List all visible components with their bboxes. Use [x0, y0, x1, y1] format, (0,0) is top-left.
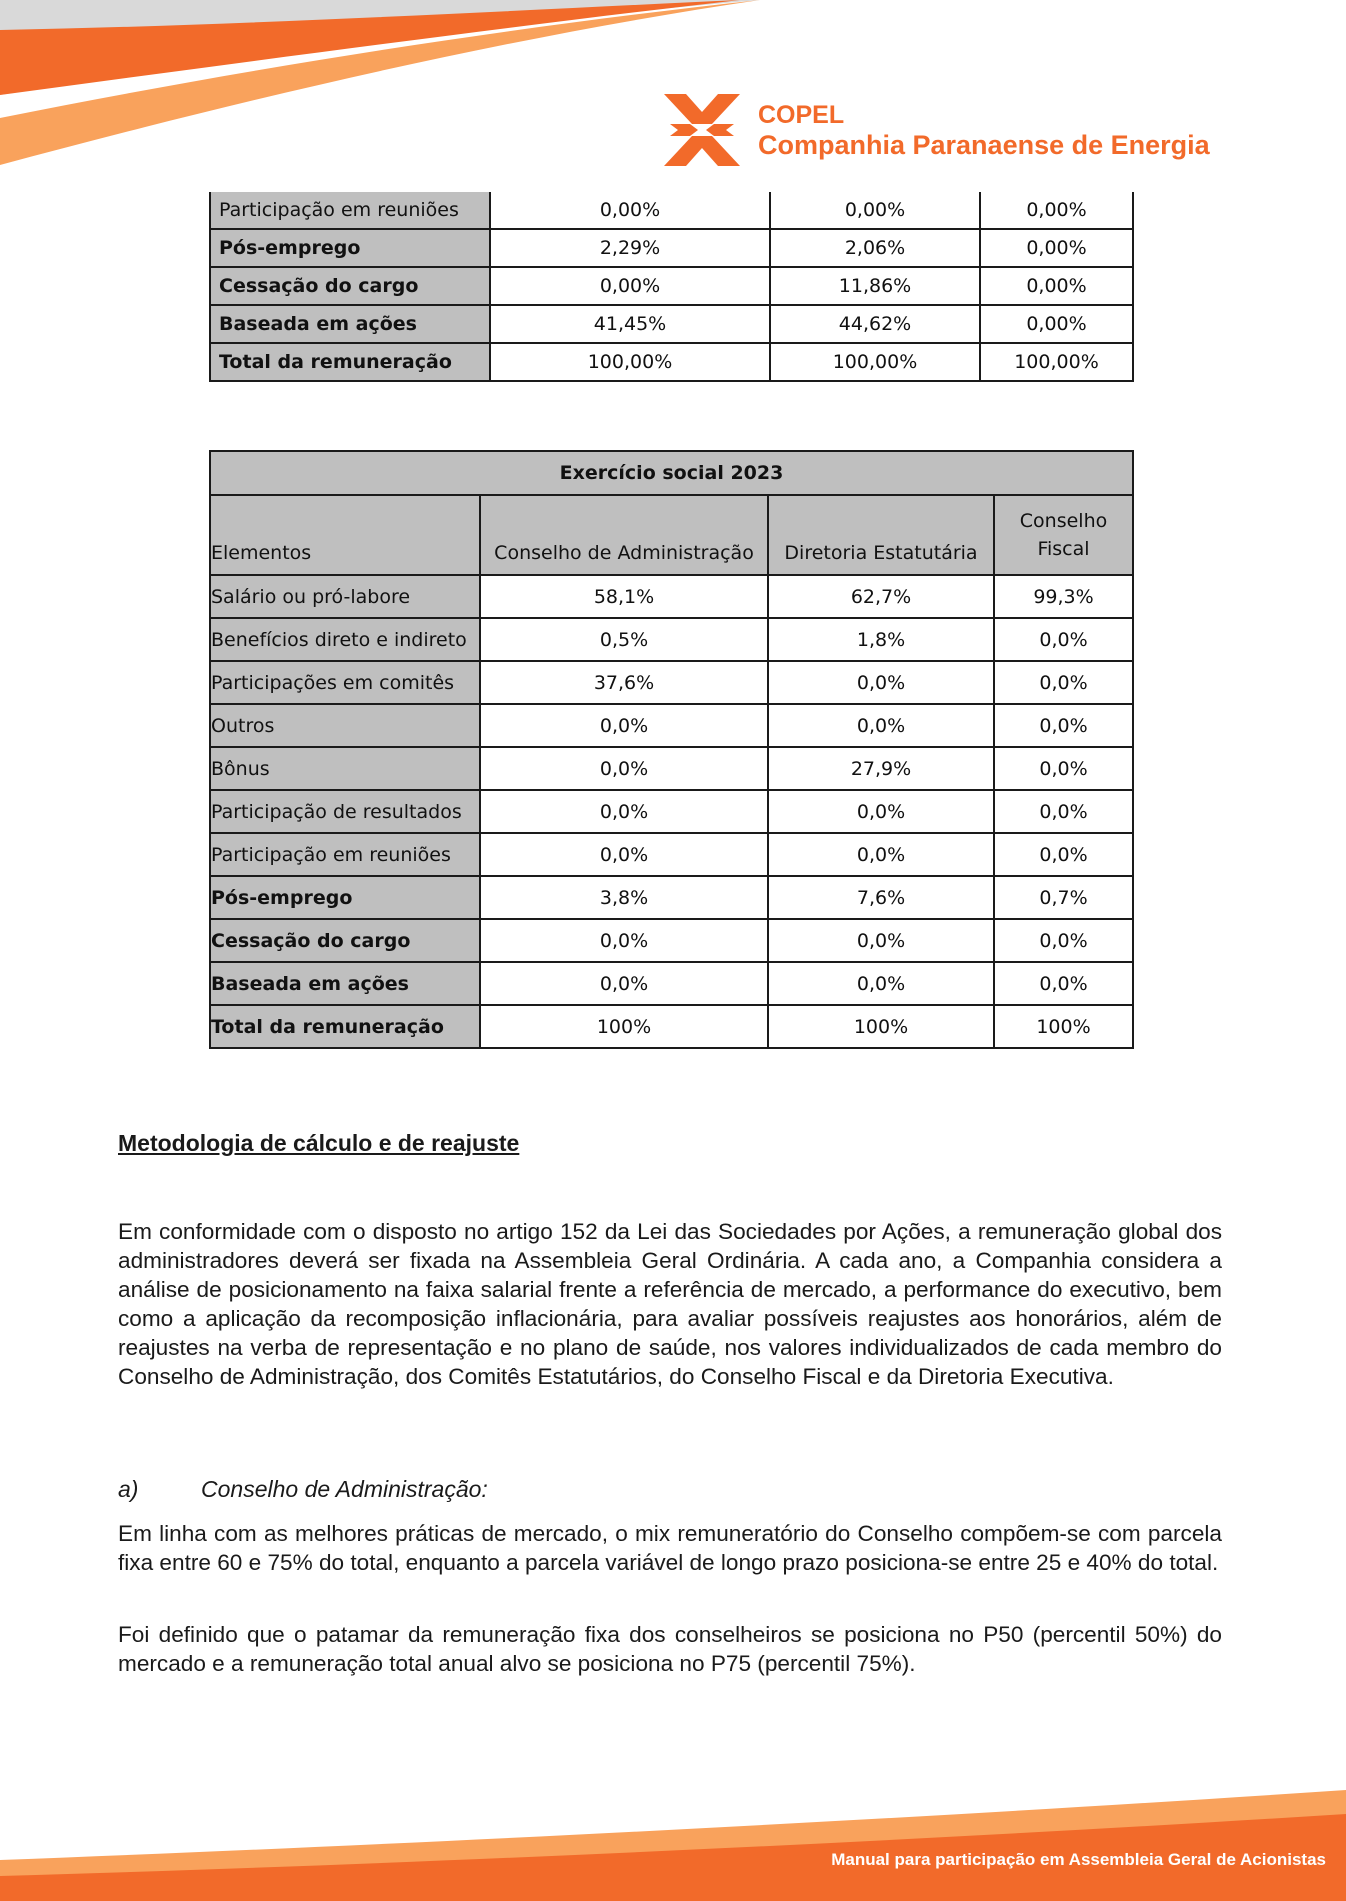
- cell-value: 100%: [480, 1005, 768, 1048]
- table-header-row: [210, 495, 1133, 575]
- cell-value: 2,29%: [490, 229, 770, 267]
- table-row: [210, 704, 1133, 747]
- cell-value: 44,62%: [770, 305, 980, 343]
- cell-value: 0,0%: [768, 704, 994, 747]
- column-header-diretoria: Diretoria Estatutária: [768, 495, 994, 575]
- remuneration-table-continued: [209, 192, 1134, 382]
- cell-value: 0,0%: [768, 661, 994, 704]
- cell-value: 0,0%: [480, 704, 768, 747]
- column-header-line: Conselho: [1019, 510, 1108, 532]
- company-short-name: COPEL: [758, 101, 845, 129]
- cell-value: 0,0%: [994, 661, 1133, 704]
- row-label: Salário ou pró-labore: [210, 575, 480, 618]
- row-label: Total da remuneração: [210, 343, 490, 381]
- row-label: Pós-emprego: [210, 876, 480, 919]
- subsection-title: Conselho de Administração:: [201, 1476, 488, 1502]
- table-row: [210, 618, 1133, 661]
- paragraph-methodology: Em conformidade com o disposto no artigo 152 da Lei das Sociedades por Ações, a remuneração global dos administradores deverá ser fixada na Assembleia Geral Ordinária. A cada ano, a Companhia considera a análise de posicionamento na faixa salarial frente a referência de mercado, a performance do executivo, bem como a aplicação da recomposição inflacionária, para avaliar possíveis reajustes aos honorários, além de reajustes na verba de representação e no plano de saúde, nos valores individualizados de cada membro do Conselho de Administração, dos Comitês Estatutários, do Conselho Fiscal e da Diretoria Executiva.: [118, 1219, 1222, 1389]
- copel-logo: [664, 94, 1210, 166]
- cell-value: 0,0%: [480, 747, 768, 790]
- table-caption-row: [210, 451, 1133, 495]
- row-label: Cessação do cargo: [210, 267, 490, 305]
- cell-value: 0,0%: [994, 747, 1133, 790]
- cell-value: 0,0%: [994, 704, 1133, 747]
- cell-value: 58,1%: [480, 575, 768, 618]
- table-row: [210, 192, 1133, 229]
- cell-value: 100,00%: [490, 343, 770, 381]
- cell-value: 0,0%: [768, 790, 994, 833]
- column-header-elementos: Elementos: [210, 495, 480, 575]
- row-label: Total da remuneração: [210, 1005, 480, 1048]
- section-heading: Metodologia de cálculo e de reajuste: [118, 1130, 520, 1156]
- cell-value: 0,0%: [480, 790, 768, 833]
- table-row: [210, 267, 1133, 305]
- cell-value: 27,9%: [768, 747, 994, 790]
- table-row: [210, 962, 1133, 1005]
- cell-value: 0,0%: [994, 618, 1133, 661]
- cell-value: 0,00%: [980, 267, 1133, 305]
- cell-value: 100,00%: [980, 343, 1133, 381]
- row-label: Cessação do cargo: [210, 919, 480, 962]
- cell-value: 0,0%: [480, 919, 768, 962]
- paragraph-board-mix: Em linha com as melhores práticas de mercado, o mix remuneratório do Conselho compõem-se com parcela fixa entre 60 e 75% do total, enquanto a parcela variável de longo prazo posiciona-se entre 25 e 40% do total.: [118, 1521, 1222, 1575]
- subsection-heading: [118, 1476, 488, 1503]
- cell-value: 0,7%: [994, 876, 1133, 919]
- cell-value: 11,86%: [770, 267, 980, 305]
- table-caption: Exercício social 2023: [210, 451, 1133, 495]
- cell-value: 0,00%: [770, 192, 980, 229]
- cell-value: 0,00%: [980, 305, 1133, 343]
- row-label: Participações em comitês: [210, 661, 480, 704]
- subsection-letter: a): [118, 1476, 139, 1502]
- cell-value: 0,0%: [480, 833, 768, 876]
- column-header-line: Fiscal: [1037, 538, 1090, 560]
- cell-value: 0,0%: [768, 919, 994, 962]
- cell-value: 2,06%: [770, 229, 980, 267]
- cell-value: 0,0%: [994, 833, 1133, 876]
- cell-value: 1,8%: [768, 618, 994, 661]
- cell-value: 99,3%: [994, 575, 1133, 618]
- table-row: [210, 876, 1133, 919]
- cell-value: 100,00%: [770, 343, 980, 381]
- cell-value: 62,7%: [768, 575, 994, 618]
- cell-value: 0,0%: [768, 833, 994, 876]
- table-row: [210, 919, 1133, 962]
- table-row: [210, 1005, 1133, 1048]
- cell-value: 0,0%: [994, 790, 1133, 833]
- table-row: [210, 575, 1133, 618]
- cell-value: 0,0%: [768, 962, 994, 1005]
- cell-value: 37,6%: [480, 661, 768, 704]
- table-row: [210, 343, 1133, 381]
- cell-value: 0,00%: [490, 192, 770, 229]
- row-label: Participação em reuniões: [210, 833, 480, 876]
- table-row: [210, 747, 1133, 790]
- cell-value: 0,0%: [994, 962, 1133, 1005]
- company-full-name: Companhia Paranaense de Energia: [758, 130, 1210, 160]
- cell-value: 0,0%: [480, 962, 768, 1005]
- table-row: [210, 833, 1133, 876]
- copel-logo-mark-icon: [664, 94, 740, 166]
- row-label: Baseada em ações: [210, 962, 480, 1005]
- cell-value: 100%: [994, 1005, 1133, 1048]
- cell-value: 0,00%: [490, 267, 770, 305]
- row-label: Participação de resultados: [210, 790, 480, 833]
- cell-value: 3,8%: [480, 876, 768, 919]
- column-header-conselho-fiscal: [994, 495, 1133, 575]
- table-row: [210, 305, 1133, 343]
- column-header-conselho-administracao: Conselho de Administração: [480, 495, 768, 575]
- cell-value: 41,45%: [490, 305, 770, 343]
- table-row: [210, 790, 1133, 833]
- paragraph-board-percentile: Foi definido que o patamar da remuneração fixa dos conselheiros se posiciona no P50 (percentil 50%) do mercado e a remuneração total anual alvo se posiciona no P75 (percentil 75%).: [118, 1622, 1222, 1676]
- row-label: Outros: [210, 704, 480, 747]
- cell-value: 0,5%: [480, 618, 768, 661]
- company-name: [758, 100, 1210, 160]
- table-row: [210, 661, 1133, 704]
- cell-value: 100%: [768, 1005, 994, 1048]
- remuneration-table-2023: [209, 450, 1134, 1049]
- footer-swoosh: [0, 1790, 1346, 1901]
- row-label: Benefícios direto e indireto: [210, 618, 480, 661]
- cell-value: 0,0%: [994, 919, 1133, 962]
- footer-caption: Manual para participação em Assembleia Geral de Acionistas: [831, 1850, 1326, 1869]
- row-label: Pós-emprego: [210, 229, 490, 267]
- cell-value: 0,00%: [980, 192, 1133, 229]
- row-label: Bônus: [210, 747, 480, 790]
- table-row: [210, 229, 1133, 267]
- row-label: Baseada em ações: [210, 305, 490, 343]
- cell-value: 0,00%: [980, 229, 1133, 267]
- cell-value: 7,6%: [768, 876, 994, 919]
- row-label: Participação em reuniões: [210, 192, 490, 229]
